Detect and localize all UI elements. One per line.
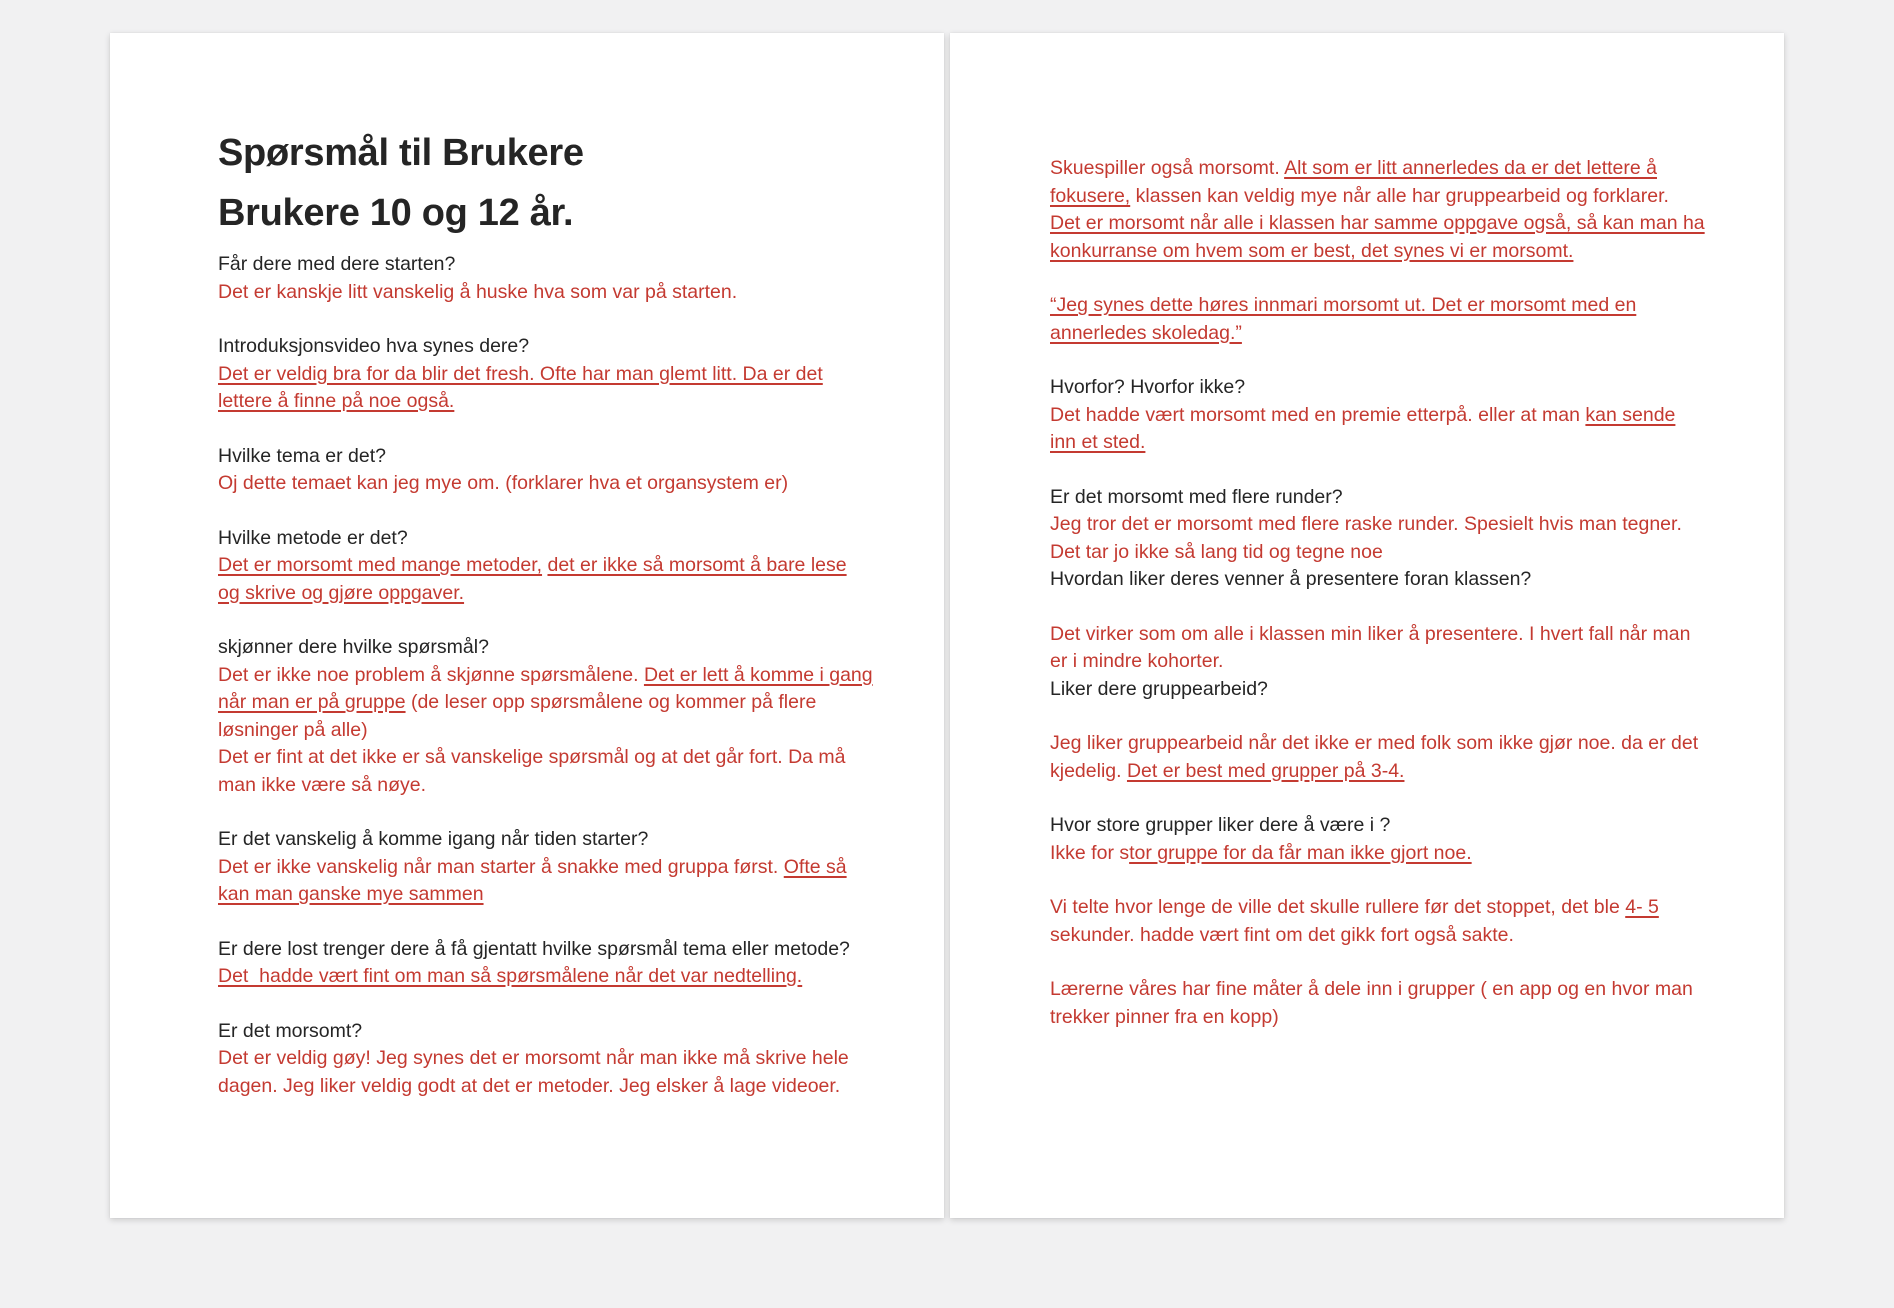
answer-text: inn et sted. — [1050, 431, 1146, 453]
qa-block — [1050, 155, 1724, 265]
qa-block — [218, 443, 884, 498]
answer-text: konkurranse om hvem som er best, det synes vi er morsomt. — [1050, 239, 1574, 262]
text-line — [218, 936, 884, 964]
text-line — [218, 333, 884, 361]
qa-block — [218, 333, 884, 416]
answer-text: Det tar jo ikke så lang tid og tegne noe — [1050, 540, 1383, 563]
answer-text: man ikke være så nøye. — [218, 773, 427, 796]
answer-text: det er ikke så morsomt å bare lese — [547, 554, 847, 576]
answer-text: klassen kan veldig mye når alle har gruppearbeid og forklarer. — [1130, 184, 1669, 207]
text-line — [218, 251, 884, 279]
text-line — [218, 634, 884, 662]
qa-block — [1050, 292, 1724, 347]
text-line — [218, 717, 884, 745]
question-text: Hvilke tema er det? — [218, 444, 386, 467]
text-line — [218, 744, 884, 772]
text-line — [218, 388, 884, 416]
text-line — [1050, 511, 1724, 539]
answer-text: Det hadde vært morsomt med en premie etterpå. eller at man — [1050, 403, 1586, 426]
answer-text: Det er veldig gøy! Jeg synes det er morsomt når man ikke må skrive hele — [218, 1047, 849, 1069]
qa-block — [1050, 374, 1724, 457]
text-line — [1050, 730, 1724, 758]
text-line — [1050, 922, 1724, 950]
text-line — [1050, 320, 1724, 348]
text-line — [1050, 210, 1724, 238]
answer-text: Jeg tror det er morsomt med flere raske runder. Spesielt hvis man tegner. — [1050, 513, 1682, 535]
answer-text: og skrive og gjøre oppgaver. — [218, 581, 465, 604]
page-left — [110, 33, 944, 1218]
answer-text: når man er på gruppe — [218, 691, 406, 713]
question-text: Hvor store grupper liker dere å være i ? — [1050, 814, 1391, 836]
answer-text: Det er fint at det ikke er så vanskelige spørsmål og at det går fort. Da må — [218, 746, 846, 768]
text-line — [218, 470, 884, 498]
text-line — [218, 881, 884, 909]
text-line — [1050, 429, 1724, 457]
text-line — [218, 552, 884, 580]
answer-text: Det er lett å komme i gang — [643, 663, 873, 686]
answer-text: trekker pinner fra en kopp) — [1050, 1005, 1279, 1028]
answer-text: kan sende — [1585, 403, 1676, 426]
answer-text: Det er morsomt når alle i klassen har samme oppgave også, så kan man ha — [1050, 212, 1705, 234]
answer-text: dagen. Jeg liker veldig godt at det er metoder. Jeg elsker å lage videoer. — [218, 1074, 841, 1097]
text-line — [218, 1018, 884, 1046]
text-line — [1050, 758, 1724, 786]
text-line — [1050, 976, 1724, 1004]
question-text: skjønner dere hvilke spørsmål? — [218, 636, 489, 658]
answer-text: kan man ganske mye sammen — [218, 883, 484, 905]
answer-text: Skuespiller også morsomt. — [1050, 157, 1285, 179]
left-page-blocks — [218, 251, 884, 1100]
answer-text: fokusere, — [1050, 184, 1131, 207]
text-line — [1050, 402, 1724, 430]
answer-text: Det er kanskje litt vanskelig å huske hva som var på starten. — [218, 280, 738, 303]
page-right-content — [950, 33, 1784, 1218]
question-text: Er det morsomt med flere runder? — [1050, 485, 1343, 508]
answer-text: kjedelig. — [1050, 759, 1127, 782]
text-line — [1050, 183, 1724, 211]
right-page-blocks — [1050, 155, 1724, 1031]
text-line — [218, 772, 884, 800]
text-line — [1050, 894, 1724, 922]
text-line — [1050, 1004, 1724, 1032]
qa-block — [1050, 894, 1724, 949]
qa-block — [1050, 730, 1724, 785]
text-line — [218, 361, 884, 389]
answer-text: tor gruppe for da får man ikke gjort noe. — [1129, 841, 1472, 864]
answer-text: Det er morsomt med mange metoder, — [218, 554, 543, 576]
question-text: Liker dere gruppearbeid? — [1050, 677, 1268, 700]
text-line — [1050, 812, 1724, 840]
qa-block — [218, 634, 884, 799]
answer-text: Alt som er litt annerledes da er det lettere å — [1284, 157, 1657, 179]
text-line — [1050, 566, 1724, 594]
text-line — [1050, 155, 1724, 183]
question-text: Er det vanskelig å komme igang når tiden starter? — [218, 828, 649, 850]
answer-text: Lærerne våres har fine måter å dele inn i grupper ( en app og en hvor man — [1050, 978, 1693, 1000]
answer-text: Vi telte hvor lenge de ville det skulle rullere før det stoppet, det ble — [1050, 896, 1626, 918]
text-line — [1050, 484, 1724, 512]
page-left-content — [110, 123, 944, 1308]
qa-block — [1050, 976, 1724, 1031]
answer-text: Jeg liker gruppearbeid når det ikke er med folk som ikke gjør noe. da er det — [1050, 732, 1699, 754]
answer-text: annerledes skoledag.” — [1050, 321, 1242, 344]
qa-block — [218, 1018, 884, 1101]
text-line — [218, 662, 884, 690]
question-text: Er det morsomt? — [218, 1019, 363, 1042]
text-line — [1050, 840, 1724, 868]
qa-block — [1050, 484, 1724, 594]
text-line — [218, 1073, 884, 1101]
question-text: Får dere med dere starten? — [218, 253, 456, 275]
answer-text: lettere å finne på noe også. — [218, 390, 455, 412]
qa-block — [218, 251, 884, 306]
text-line — [1050, 621, 1724, 649]
document-title-line-2: Brukere 10 og 12 år. — [218, 192, 574, 234]
text-line — [218, 689, 884, 717]
answer-text: Det er ikke noe problem å skjønne spørsmålene. — [218, 663, 644, 686]
text-line — [1050, 292, 1724, 320]
text-line — [1050, 676, 1724, 704]
text-line — [218, 1045, 884, 1073]
answer-text: Ikke for s — [1050, 841, 1130, 864]
page-right — [950, 33, 1784, 1218]
answer-text: er i mindre kohorter. — [1050, 650, 1224, 672]
text-line — [1050, 374, 1724, 402]
question-text: Er dere lost trenger dere å få gjentatt hvilke spørsmål tema eller metode? — [218, 937, 850, 960]
answer-text: Det er veldig bra for da blir det fresh. Ofte har man glemt litt. Da er det — [218, 362, 823, 385]
answer-text: “Jeg synes dette høres innmari morsomt ut. Det er morsomt med en — [1050, 294, 1637, 316]
text-line — [218, 580, 884, 608]
document-title-line-1: Spørsmål til Brukere — [218, 132, 584, 174]
qa-block — [1050, 812, 1724, 867]
text-line — [1050, 539, 1724, 567]
text-line — [218, 279, 884, 307]
text-line — [218, 854, 884, 882]
answer-text: 4- 5 — [1625, 896, 1659, 918]
text-line — [218, 525, 884, 553]
answer-text: løsninger på alle) — [218, 718, 368, 741]
qa-block — [218, 826, 884, 909]
answer-text: Oj dette temaet kan jeg mye om. (forklarer hva et organsystem er) — [218, 472, 789, 494]
text-line — [1050, 648, 1724, 676]
question-text: Hvilke metode er det? — [218, 526, 408, 549]
text-line — [218, 443, 884, 471]
answer-text: Det virker som om alle i klassen min liker å presentere. I hvert fall når man — [1050, 622, 1691, 645]
answer-text: Det er ikke vanskelig når man starter å snakke med gruppa først. — [218, 855, 784, 878]
question-text: Introduksjonsvideo hva synes dere? — [218, 335, 530, 357]
answer-text: sekunder. hadde vært fint om det gikk fort også sakte. — [1050, 923, 1514, 946]
qa-block — [1050, 621, 1724, 704]
qa-block — [218, 936, 884, 991]
text-line — [218, 826, 884, 854]
text-line — [1050, 238, 1724, 266]
question-text: Hvordan liker deres venner å presentere foran klassen? — [1050, 568, 1532, 590]
text-line — [218, 963, 884, 991]
answer-text: Det hadde vært fint om man så spørsmålene når det var nedtelling. — [218, 965, 803, 987]
question-text: Hvorfor? Hvorfor ikke? — [1050, 376, 1246, 398]
document-title — [218, 123, 884, 243]
answer-text: Ofte så — [783, 855, 847, 878]
qa-block — [218, 525, 884, 608]
answer-text: (de leser opp spørsmålene og kommer på flere — [405, 691, 817, 713]
answer-text: Det er best med grupper på 3-4. — [1126, 759, 1405, 782]
